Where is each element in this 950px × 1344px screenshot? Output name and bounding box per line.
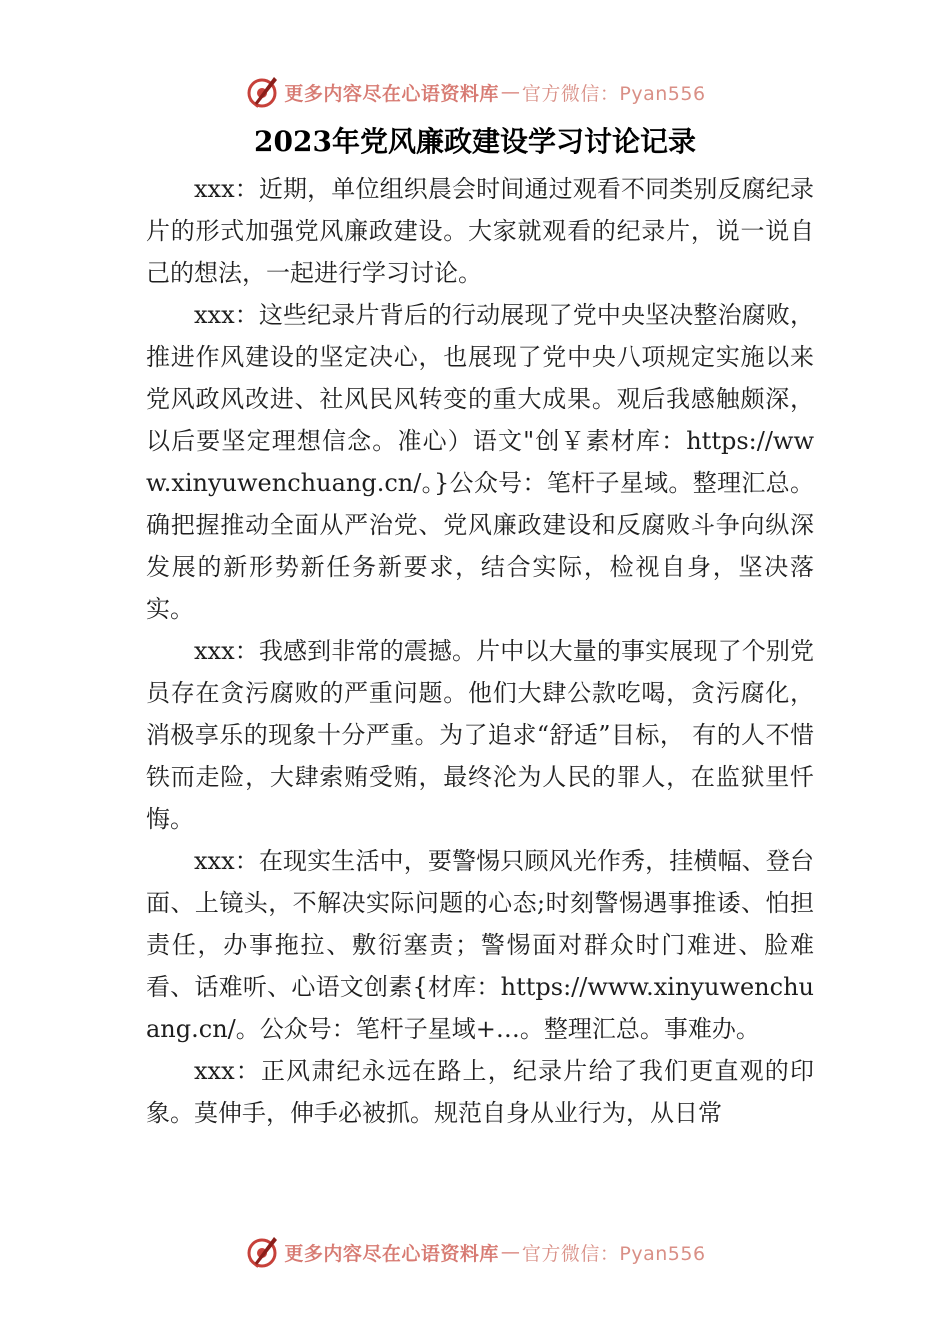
paragraph: xxx：正风肃纪永远在路上，纪录片给了我们更直观的印象。莫伸手，伸手必被抓。规范自身从业行为，从日常 (146, 1057, 814, 1127)
watermark-footer (0, 1232, 950, 1272)
watermark-wechat: 官方微信：Pyan556 (521, 82, 706, 105)
paragraph: xxx：我感到非常的震撼。片中以大量的事实展现了个别党员存在贪污腐败的严重问题。他们大肆公款吃喝，贪污腐化，消极享乐的现象十分严重。为了追求“舒适”目标， 有的人不惜铁而走险，大肆索贿受贿，最终沦为人民的罪人，在监狱里忏悔。 (146, 637, 814, 833)
watermark-text: 更多内容尽在心语资料库 (284, 1242, 499, 1265)
paragraph: xxx：近期，单位组织晨会时间通过观看不同类别反腐纪录片的形式加强党风廉政建设。大家就观看的纪录片，说一说自己的想法，一起进行学习讨论。 (146, 175, 814, 287)
quill-circle-logo-icon (244, 1234, 280, 1270)
watermark-separator: — (500, 1241, 520, 1263)
watermark-text: 更多内容尽在心语资料库 (284, 82, 499, 105)
document-title: 2023年党风廉政建设学习讨论记录 (254, 125, 696, 158)
watermark-wechat: 官方微信：Pyan556 (521, 1242, 706, 1265)
paragraph: xxx：这些纪录片背后的行动展现了党中央坚决整治腐败，推进作风建设的坚定决心，也展现了党中央八项规定实施以来党风政风改进、社风民风转变的重大成果。观后我感触颇深，以后要坚定理想信念。准心）语文"创￥素材库：https://www.xinyuwenchuang.cn/。}公众号：笔杆子星域。整理汇总。确把握推动全面从严治党、党风廉政建设和反腐败斗争向纵深发展的新形势新任务新要求，结合实际，检视自身，坚决落实。 (146, 301, 814, 623)
document-body (146, 168, 814, 1134)
paragraph: xxx：在现实生活中，要警惕只顾风光作秀，挂横幅、登台面、上镜头，不解决实际问题的心态;时刻警惕遇事推诿、怕担责任，办事拖拉、敷衍塞责；警惕面对群众时门难进、脸难看、话难听、心语文创素{材库：https://www.xinyuwenchuang.cn/。公众号：笔杆子星域+…。整理汇总。事难办。 (146, 847, 814, 1043)
watermark-separator: — (500, 81, 520, 103)
watermark-header (0, 72, 950, 112)
quill-circle-logo-icon (244, 74, 280, 110)
